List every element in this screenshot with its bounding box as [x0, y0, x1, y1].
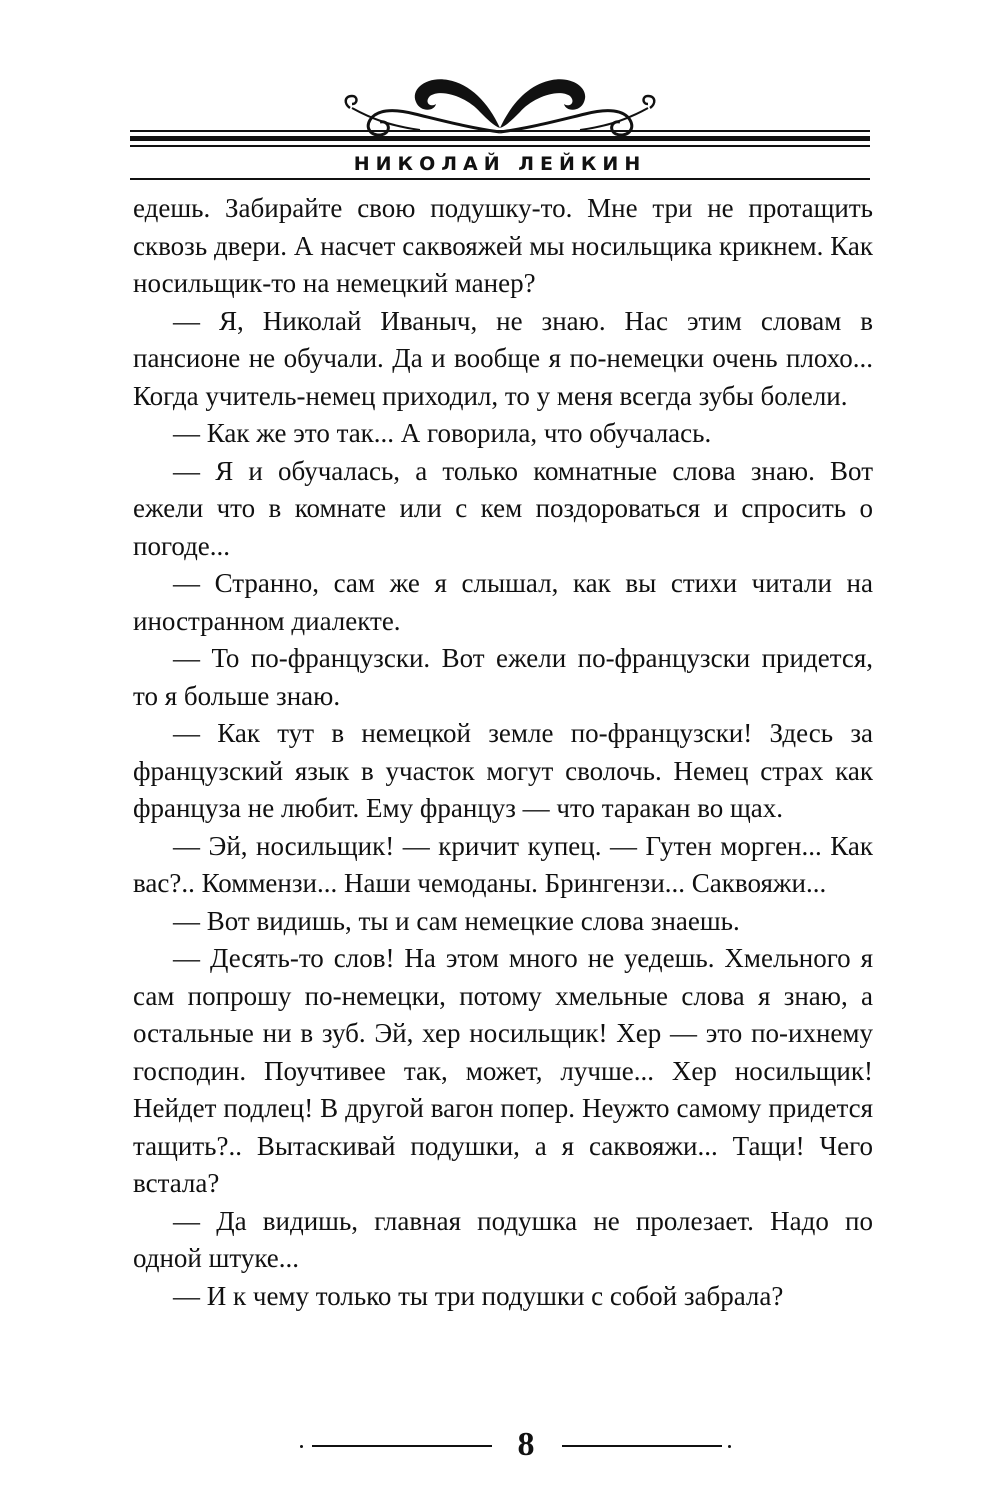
top-rule-thin	[130, 130, 870, 132]
page-number: 8	[517, 1426, 535, 1463]
footer-rule-right	[562, 1445, 722, 1447]
dialog-paragraph: — Да видишь, главная подушка не пролезает. Надо по одной штуке...	[133, 1205, 873, 1273]
dialog-paragraph: — То по-французски. Вот ежели по-французски придется, то я больше знаю.	[133, 643, 873, 711]
footer-rule-left	[312, 1445, 492, 1447]
footer-dot	[728, 1445, 731, 1448]
dialog-paragraph: — Я и обучалась, а только комнатные слова знаю. Вот ежели что в комнате или с кем поздороваться и спросить о погоде...	[133, 455, 873, 561]
top-rule-thin-lower	[130, 145, 870, 147]
page-footer	[300, 1425, 740, 1465]
running-head-author: НИКОЛАЙ ЛЕЙКИН	[353, 153, 647, 175]
paragraph-continuation: едешь. Забирайте свою подушку-то. Мне три не протащить сквозь двери. А насчет саквояжей мы носильщика крикнем. Как носильщик-то на немецкий манер?	[133, 193, 873, 298]
dialog-paragraph: — Эй, носильщик! — кричит купец. — Гутен морген... Как вас?.. Коммензи... Наши чемоданы. Брингензи... Саквояжи...	[133, 830, 873, 898]
dialog-paragraph: — Десять-то слов! На этом много не уедешь. Хмельного я сам попрошу по-немецки, потому хмельные слова я знаю, а остальные ни в зуб. Эй, хер носильщик! Хер — это по-ихнему господин. Поучтивее так, может, лучше... Хер носильщик! Нейдет подлец! В другой вагон попер. Неужто самому придется тащить?.. Вытаскивай подушки, а я саквояжи... Тащи! Чего встала?	[133, 943, 873, 1198]
dialog-paragraph: — Как же это так... А говорила, что обучалась.	[173, 418, 712, 448]
dialog-paragraph: — Я, Николай Иваныч, не знаю. Нас этим словам в пансионе не обучали. Да и вообще я по-немецки очень плохо... Когда учитель-немец приходил, то у меня всегда зубы болели.	[133, 305, 873, 411]
bottom-rule	[130, 178, 870, 180]
dialog-paragraph: — И к чему только ты три подушки с собой забрала?	[173, 1280, 784, 1311]
top-rule-thick	[130, 136, 870, 141]
dialog-paragraph: — Странно, сам же я слышал, как вы стихи читали на иностранном диалекте.	[133, 568, 873, 636]
dialog-paragraph: — Как тут в немецкой земле по-французски! Здесь за французский язык в участок могут сволочь. Немец страх как француза не любит. Ему француз — что таракан во щах.	[133, 718, 873, 823]
running-head-block	[130, 126, 870, 186]
dialog-paragraph: — Вот видишь, ты и сам немецкие слова знаешь.	[173, 905, 740, 936]
footer-dot	[300, 1445, 303, 1448]
body-text	[133, 190, 873, 1315]
